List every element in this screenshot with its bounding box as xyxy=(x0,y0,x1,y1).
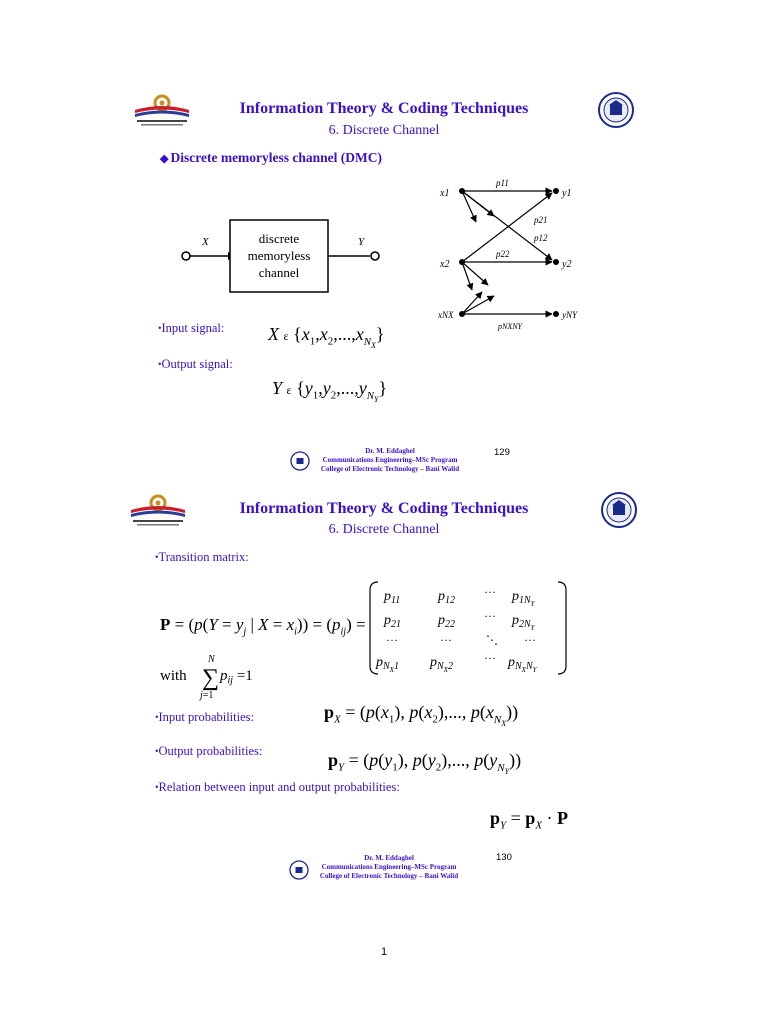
svg-text:pNX1: $p_{NX}^1$ xyxy=(376,655,399,674)
transition-matrix-label: •Transition matrix: xyxy=(155,550,249,564)
footer-seal-icon xyxy=(289,860,309,880)
svg-text:pNXNY: $p_{NX}^N_Y$ xyxy=(508,655,537,674)
output-probabilities-formula: $p_Y = (p(y_1)$, $p(y_2)$,..., $p(y_{N_Y})$) xyxy=(328,750,522,776)
svg-text:···: ··· xyxy=(484,585,496,599)
slide-subtitle: 6. Discrete Channel xyxy=(328,123,440,138)
node-label-xnx: xNX xyxy=(438,310,454,320)
edge-label-p11: p11 xyxy=(496,178,509,188)
svg-text:···: ··· xyxy=(386,633,398,647)
block-label-line-1: discrete xyxy=(258,231,300,246)
block-label-line-3: channel xyxy=(258,265,300,280)
dmc-heading: ◆ Discrete memoryless channel (DMC) xyxy=(160,150,383,165)
node-label-x2: x2 xyxy=(440,259,450,270)
svg-text:p11: $p_{11}$ xyxy=(384,589,401,606)
svg-text:···: ··· xyxy=(484,609,496,623)
block-label-line-2: memoryless xyxy=(247,248,311,263)
transition-matrix-formula: $P = (p(Y = y_j$ | $X = x_i)) = (p_{ij})$ = xyxy=(160,615,366,638)
svg-text:···: ··· xyxy=(524,633,536,647)
svg-text:p1NY: $p_{1NY}$ xyxy=(512,589,535,608)
svg-text:N: N xyxy=(208,654,215,665)
document-page-number: 1 xyxy=(380,946,388,958)
svg-text:with: with xyxy=(160,668,187,684)
input-signal-formula: X ε $\{x_1,x_2,...,x_{N_X}\}$ xyxy=(268,324,385,350)
footer-text: Dr. M. Eddaghel Communications Engineering–MSc Program College of Electronic Technology – Bani Walid xyxy=(319,854,459,880)
node-label-yny: yNY xyxy=(562,310,578,320)
output-probabilities-label: •Output probabilities: xyxy=(155,744,263,758)
diamond-bullet-icon: ◆ xyxy=(160,153,169,165)
slide-number: 130 xyxy=(496,852,512,863)
node-label-y1: y1 xyxy=(562,188,572,199)
slide-number: 129 xyxy=(494,447,510,458)
svg-text:···: ··· xyxy=(484,651,496,665)
channel-block-diagram xyxy=(178,215,388,295)
transition-matrix xyxy=(368,578,568,678)
transition-diagram xyxy=(432,172,592,332)
svg-text:pij =1: $p_{ij} =1$ xyxy=(220,668,253,686)
svg-text:p12: $p_{12}$ xyxy=(438,589,455,606)
node-label-y2: y2 xyxy=(562,259,572,270)
svg-text:p21: $p_{21}$ xyxy=(384,613,401,630)
svg-text:pNX2: $p_{NX}^2$ xyxy=(430,655,453,674)
row-sum-constraint xyxy=(158,650,278,702)
slide-title: Information Theory & Coding Techniques xyxy=(239,500,529,517)
slide-129 xyxy=(0,80,768,480)
output-signal-label: •Output signal: xyxy=(158,357,233,371)
block-output-label: Y xyxy=(358,236,365,248)
slide-subtitle: 6. Discrete Channel xyxy=(328,522,440,537)
footer-seal-icon xyxy=(290,451,310,471)
edge-label-p21: p21 xyxy=(534,215,548,225)
svg-text:p2NY: $p_{2NY}$ xyxy=(512,613,535,632)
input-signal-label: •Input signal: xyxy=(158,321,225,335)
svg-text:j=1: j=1 xyxy=(200,690,214,701)
input-probabilities-formula: $p_X = (p(x_1)$, $p(x_2)$,..., $p(x_{N_X})$) xyxy=(324,702,519,728)
slide-title: Information Theory & Coding Techniques xyxy=(239,100,529,117)
relation-formula: $p_Y = p_X \cdot P$ xyxy=(490,808,569,832)
svg-text:p22: $p_{22}$ xyxy=(438,613,455,630)
svg-text:⋱: ⋱ xyxy=(486,633,498,647)
svg-text:∑: ∑ xyxy=(202,665,220,691)
footer-text: Dr. M. Eddaghel Communications Engineering–MSc Program College of Electronic Technology – Bani Walid xyxy=(320,447,460,473)
block-input-label: X xyxy=(202,236,209,248)
svg-text:···: ··· xyxy=(440,633,452,647)
node-label-x1: x1 xyxy=(440,188,450,199)
edge-label-pnxny: pNXNY xyxy=(498,322,523,331)
output-signal-formula: Y ε $\{y_1,y_2,...,y_{N_Y}\}$ xyxy=(272,378,388,404)
edge-label-p12: p12 xyxy=(534,233,548,243)
input-probabilities-label: •Input probabilities: xyxy=(155,710,254,724)
relation-label: •Relation between input and output probabilities: xyxy=(155,780,400,794)
edge-label-p22: p22 xyxy=(496,249,510,259)
slide-130 xyxy=(0,482,768,892)
